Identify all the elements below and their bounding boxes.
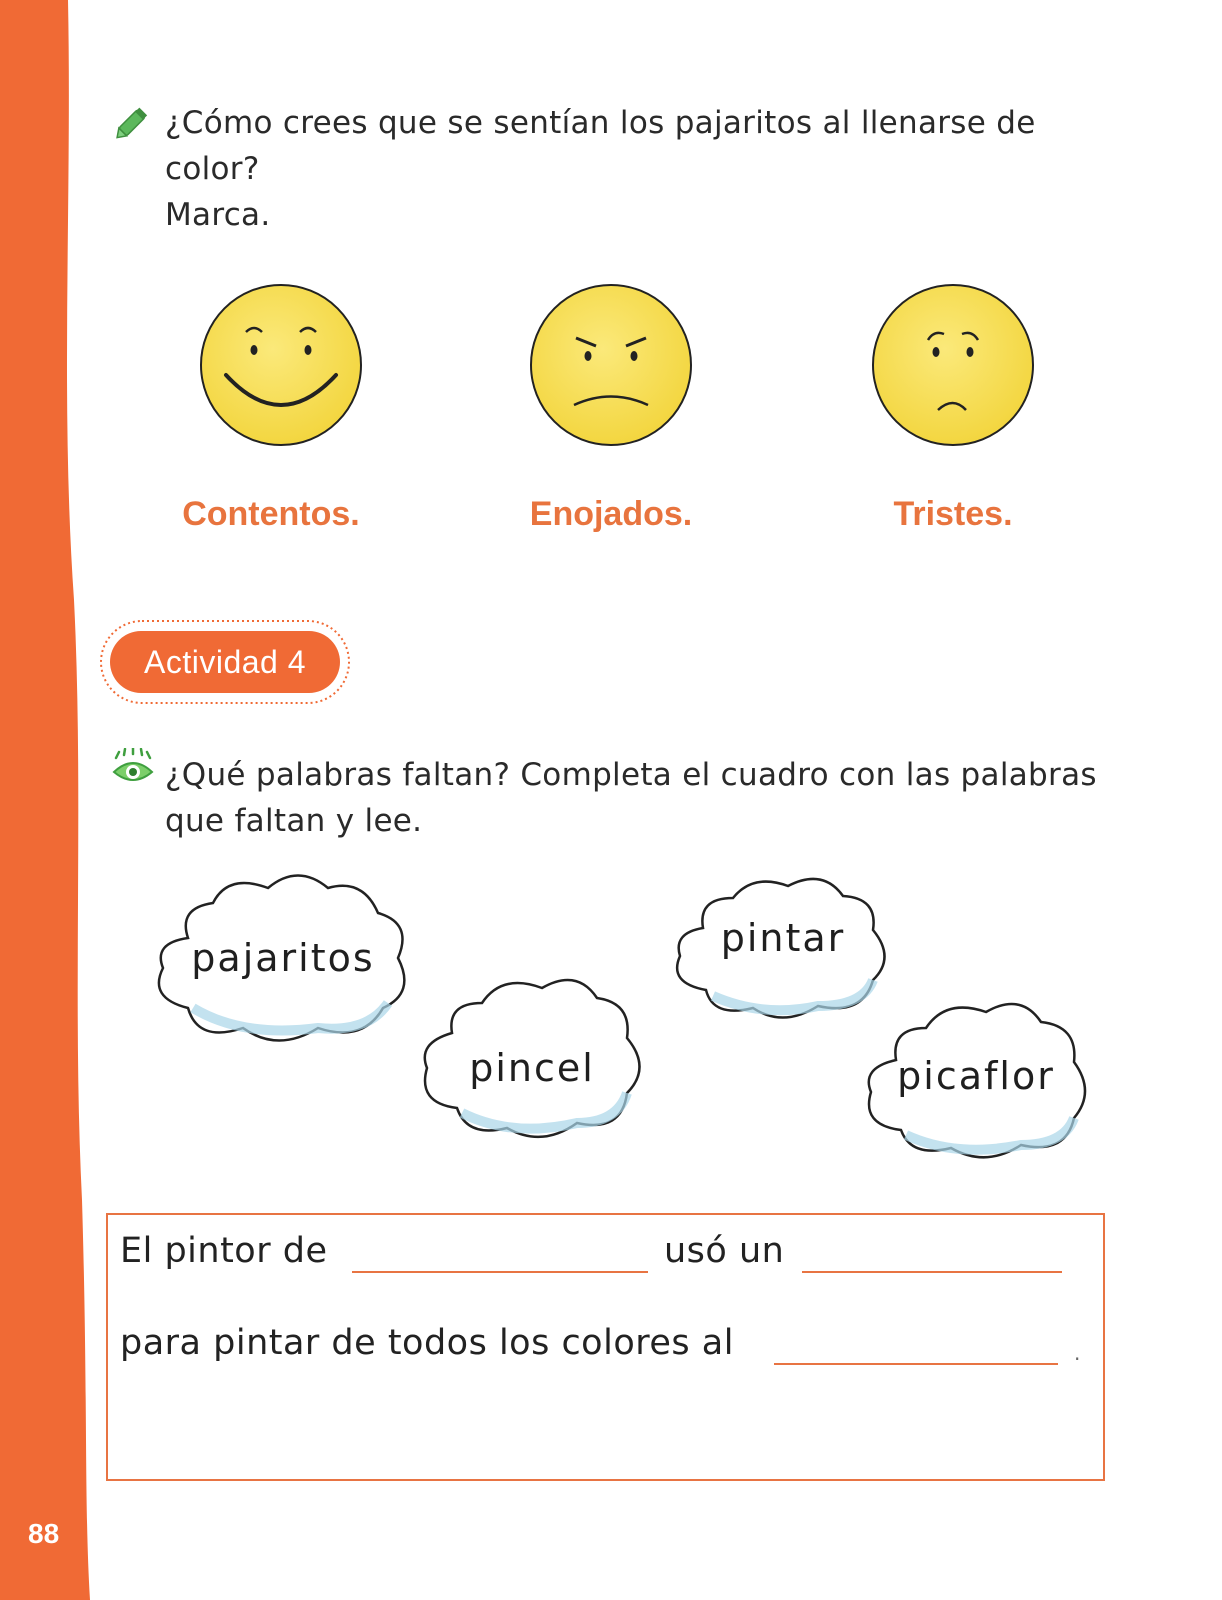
- word-pincel: pincel: [469, 1046, 595, 1090]
- word-pintar: pintar: [720, 916, 846, 960]
- activity-title: Actividad 4: [143, 644, 307, 680]
- face-label-angry: Enojados.: [529, 495, 693, 533]
- eye-icon: [112, 748, 154, 790]
- question-1-line-2: Marca.: [165, 197, 271, 233]
- face-label-sad: Tristes.: [893, 495, 1013, 533]
- sentence-part-2: usó un: [664, 1231, 785, 1271]
- question-1-line-1: ¿Cómo crees que se sentían los pajaritos al llenarse de color?: [165, 105, 1036, 187]
- sentence-end: .: [1074, 1341, 1081, 1365]
- sad-face-icon[interactable]: [868, 280, 1038, 450]
- word-picaflor: picaflor: [897, 1054, 1055, 1098]
- side-band: [0, 0, 100, 1600]
- word-cloud-pajaritos[interactable]: [148, 868, 418, 1048]
- word-cloud-pincel[interactable]: [412, 968, 652, 1148]
- fill-in-box: [106, 1213, 1105, 1481]
- page-number: 88: [28, 1518, 60, 1549]
- face-label-happy: Contentos.: [182, 495, 360, 533]
- blank-1[interactable]: [352, 1271, 648, 1273]
- blank-3[interactable]: [774, 1363, 1058, 1365]
- question-2-line-2: que faltan y lee.: [165, 803, 423, 839]
- blank-2[interactable]: [802, 1271, 1062, 1273]
- question-2-line-1: ¿Qué palabras faltan? Completa el cuadro con las palabras: [165, 757, 1097, 793]
- happy-face-icon[interactable]: [196, 280, 366, 450]
- word-pajaritos: pajaritos: [191, 936, 375, 980]
- sentence-part-3: para pintar de todos los colores al: [120, 1323, 734, 1363]
- pencil-icon: [112, 100, 154, 142]
- word-cloud-picaflor[interactable]: [856, 990, 1096, 1165]
- sentence-part-1: El pintor de: [120, 1231, 328, 1271]
- angry-face-icon[interactable]: [526, 280, 696, 450]
